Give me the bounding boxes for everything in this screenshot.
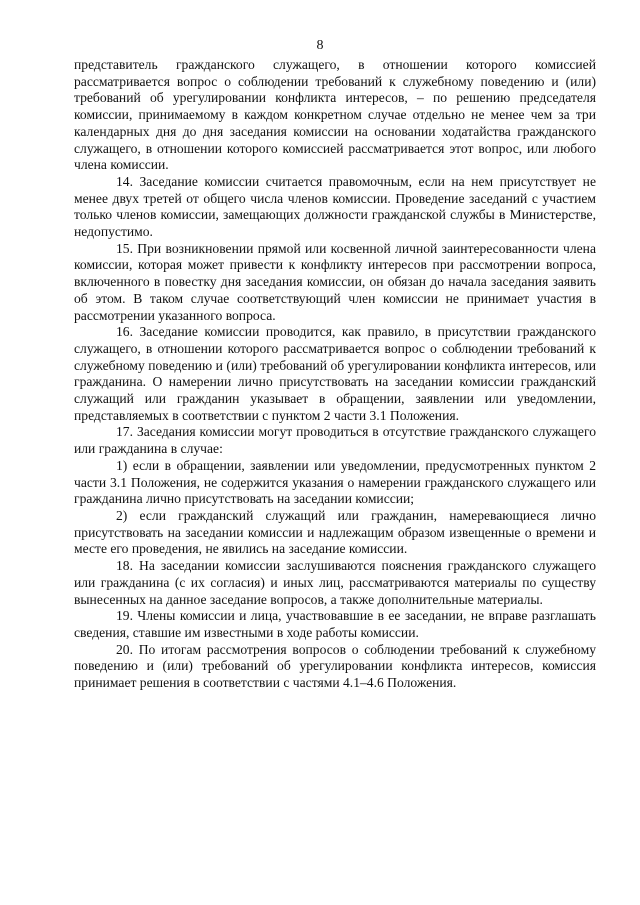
paragraph-13-continuation: представитель гражданского служащего, в отношении которого комиссией рассматривается вопрос о соблюдении требований к служебному поведению и (или) требований об урегулировании конфликта интересов, – по решению председателя комиссии, принимаемому в каждом конкретном случае отдельно не менее чем за три календарных дня до дня заседания комиссии на основании ходатайства гражданского служащего, в отношении которого комиссией рассматривается этот вопрос, или любого члена комиссии. [74,57,596,173]
paragraph-19: 19. Члены комиссии и лица, участвовавшие в ее заседании, не вправе разглашать сведения, ставшие им известными в ходе работы комиссии. [74,608,596,640]
paragraph-17: 17. Заседания комиссии могут проводиться в отсутствие гражданского служащего или гражданина в случае: [74,424,596,457]
paragraph-15: 15. При возникновении прямой или косвенной личной заинтересованности члена комиссии, которая может привести к конфликту интересов при рассмотрении вопроса, включенного в повестку дня заседания комиссии, он обязан до начала заседания заявить об этом. В таком случае соответствующий член комиссии не принимает участия в рассмотрении указанного вопроса. [74,240,596,323]
page-number: 8 [316,38,324,53]
paragraph-20: 20. По итогам рассмотрения вопросов о соблюдении требований к служебному поведению и (или) требований об урегулировании конфликта интересов, комиссия принимает решения в соответствии с частями 4.1–4.6 Положения. [74,641,596,691]
paragraph-18: 18. На заседании комиссии заслушиваются пояснения гражданского служащего или гражданина (с их согласия) и иных лиц, рассматриваются материалы по существу вынесенных на данное заседание вопросов, а также дополнительные материалы. [74,558,596,607]
document-body [74,57,596,692]
paragraph-16: 16. Заседание комиссии проводится, как правило, в присутствии гражданского служащего, в отношении которого рассматривается вопрос о соблюдении требований к служебному поведению и (или) требований об урегулировании конфликта интересов, или гражданина. О намерении лично присутствовать на заседании комиссии гражданский служащий или гражданин указывает в обращении, заявлении или уведомлении, представляемых в соответствии с пунктом 2 части 3.1 Положения. [74,324,596,423]
paragraph-14: 14. Заседание комиссии считается правомочным, если на нем присутствует не менее двух третей от общего числа членов комиссии. Проведение заседаний с участием только членов комиссии, замещающих должности гражданской службы в Министерстве, недопустимо. [74,173,596,240]
paragraph-17-item-1: 1) если в обращении, заявлении или уведомлении, предусмотренных пунктом 2 части 3.1 Положения, не содержится указания о намерении гражданского служащего или гражданина лично присутствовать на заседании комиссии; [74,457,596,507]
paragraph-17-item-2: 2) если гражданский служащий или гражданин, намеревающиеся лично присутствовать на заседании комиссии и надлежащим образом извещенные о времени и месте его проведения, не явились на заседание комиссии. [74,507,596,557]
